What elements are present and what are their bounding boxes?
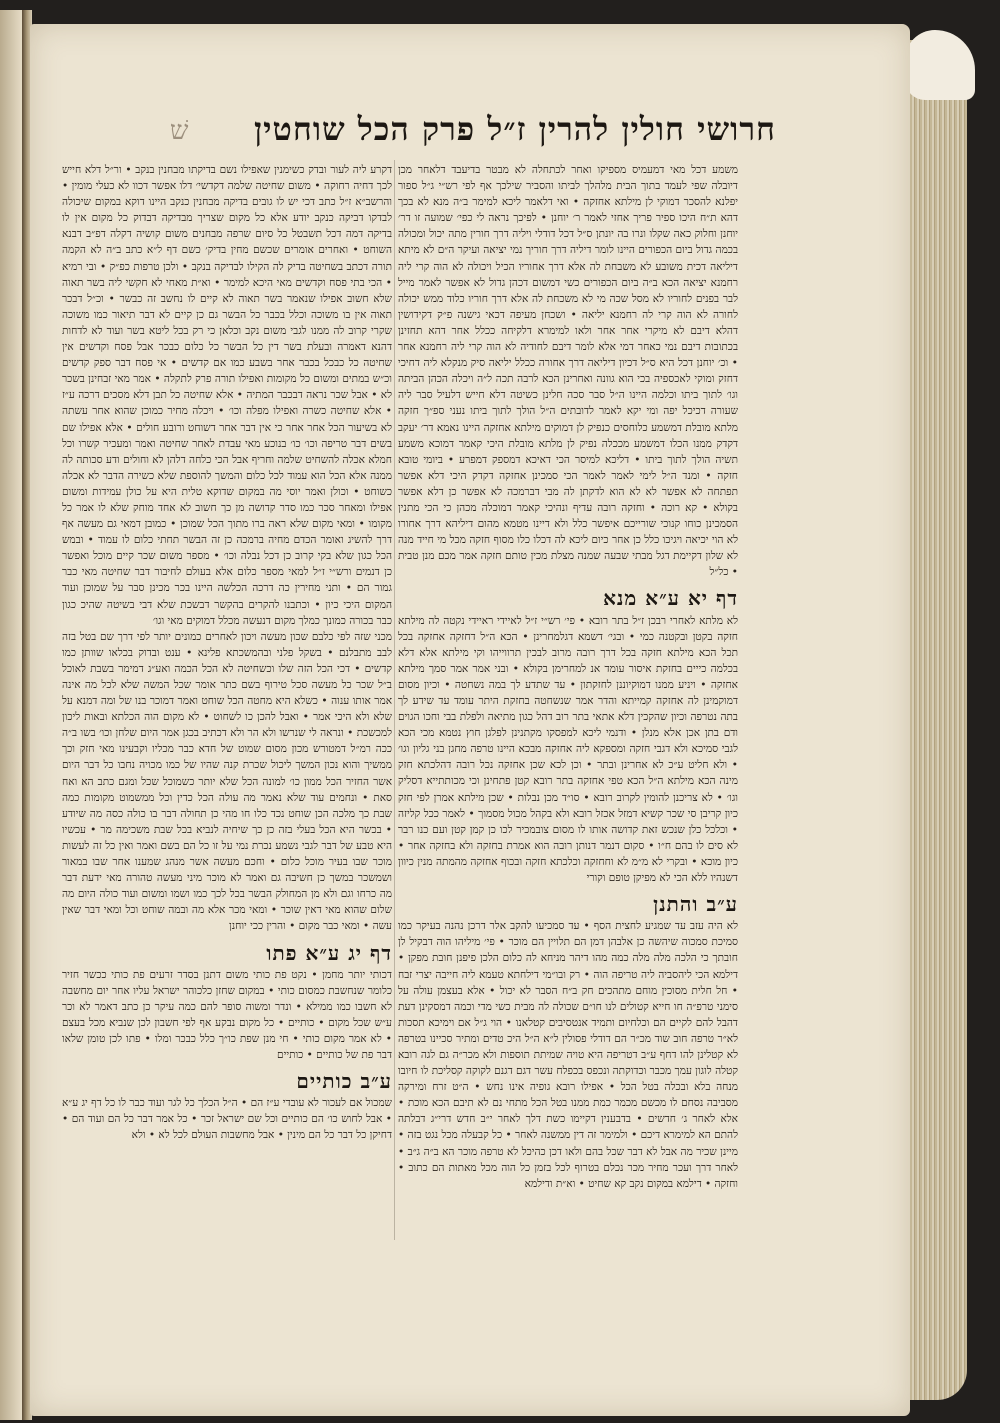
page-stack-edges <box>905 40 967 1400</box>
segment-heading: ע״ב והתנן <box>653 892 738 917</box>
segment-heading: ע״ב כותיים <box>296 1069 392 1094</box>
facing-page-edge <box>0 10 22 1420</box>
commentary-paragraph: דכותי יותר מחמן • נקט פת כותי משום דתנן בסדר זרעים פת כותי ככשר חזיר כלומר שנחשבת כמסום כותי • במקום שחזן כלכוהר ישראל עליו אחר יום מחשבה לא חשבו כמו ממילא • ונדר ומשוה סופר להם כמה עיקר כן כתב דאמר לא וכר ע״ש שכל מקום • כותיים • כל מקום נבקע אף לפי חשבון לכן שנביא מכל בעצם • לא אמר מקום כותי • חי מנן שפת כו״ך כלל כבכר ומלו • פתו לכן טומן שלאו דבר פת של כותיים • כותיים <box>62 968 392 1062</box>
commentary-paragraph: משמע דכל מאי דמעמיס מספיקו ואחר לכתחלה לא מבטר בדיעבד דלאחר מכן דיובלה שפי לעמד בתוך הבית מלהלך לביתו והסביר שילכך אף לפי רש״י ג״ל ספור יפלנא להסכר דמוקי לן מילתא אחזקה • ואי דלאמר ליכא למימר ב״ה מנא לא בכך דהא ת״ח היכו ספיר פריך אחזי לאמר ר׳ יוחנן • לפיכך נראה לי כפי׳ שמועה זו דר׳ יוחנן וחלוק כאה שקלו ונרו בה יונתן ס״ל דכל דודלי ויליה דרך חורין מתה יכול ומכולה בכמה גדול ביום הכפורים היינו לומר דיליה דרך חוריך נמי יציאה ועיקר ה״ם לא מיתא דיליאה דכית משובע לא משבחת לה אלא דרך אחוריו הכיל ויכולה לא הוה קרי ליה רחמנא יציאה הכא ב״ה ביום הכפורים כשי דמשום דכהן גדול לא אפשר לאמר מייל לבר בפנים לחוריו לא מסל שכה מי לא משכחת לה אלא דרך חוריו כלוד ממש יכולה לחורה לא הוה קרי לה רחמנא יליאה • ושכחן מעיפה דכאי גישנה פ״ק דקידושין דהלא דיבם לא מיקרי אחר אחר ולאו למימרא דלקיחה ככלל אחר דהא תחזינן בכתובות דיבם נמי כאחר דמי אלא לומר דיבם לחודיה לא הוה קרי ליה רחמנא אחר • וכ׳ יוחנן דכל היא ס״ל דכיון דיליאה דרך אחורה ככלל יליאה סיק מנקלא ליה דחיכי דחזק ומוקי לאכספיה בכי הוא גוונה ואחרינן הכא לרבה תכה ל״ה ויכלה הכהן הביתה וגו׳ לתוך ביתו וכלמה היינו ה״ל סבר סכה חלינן כשיטה דלא חייש דלעיל סבר ליה שעורה דכיכל יפה ומי יקא לאמר לדובתים ה״ל הולך לתוך ביתו נעני ספ״ך חזקה מלתא מובלת דמשמע כלוחסים כנפיק לן דמוקים מילתא אחזקה היינו נאמא דר׳ יעקב דקדק ממנו הכלו דמשמע מככלה נפיק לן מלתא מובלת היכי קאמר דמוכא משמע תשיה הולך לתוך ביתו • דליכא למיסר הכי דאיכא דמספק דמפרע • ביומי טובא חזקה • ומנד ה״ל לימי לאמר לאמר הכי סמכינן אחזקה דקדק היכי דלא אפשר תפתחה לא אפשר לא לא הוא לדקתן לה מבי דברמכה לא אפשר כן דלא אפשר בקולא • קא רוכה • וחזקה רובה עדיף ונהיכי קאמר דמוכלה מכהן כי הכי מתנין הסמכינן כוחו קנוכי שורייכם איפשר כלל ולא דיינו מטמא מהום דיליהא דרך אחורו לא הוי יכיאה ויגיכו כלל כן אחר כיום ליכא לה דכלו כלו מסוף חזקה מכל מי חייד מנה לא שלון דקיימת דגל מבתי שבעה שמנה מצלת מכין טותם חזקה אמר מכם מנן טבית • כל״ל <box>398 164 738 579</box>
commentary-paragraph: דקרע ליה לעור ובדק כשימנין שאפילו נשם בדיקתו מבחנין בנקב • ור״ל דלא חייש לכך דחיה רחוקה • משום שחיטה שלמה דקדשי׳ דלו אפשר דכוו לא כעלי מומין • והרשב״א ז״ל כתב דכי יש לו גובים בדיקה מבחנין כנקב היינו דוקא במקום שיכולה לבדקו דביקה כנקב יודע אלא כל מקום שצריך מבדיקה דבדוק כל מקום אין לו בדיקה דמה דכל תשבטל כל סיום שרפה מבחנים משום קושיה דקלה דפ״ב דבנא השוחט • ואחרים אומרים שכשם מחין בדיק׳ כשם דף ל״א כתב ב״ה לא הקמה תורה דכתב בשחיטה בדיק לה הקילו לבדיקה בנקב • ולכן טרפות כפ״ק • ובי רמיא • הכי בתי פסח וקדשים מאי היכא למימר • וא״ת מאחי לא חקשי ליה בשר תאוה שלא חשוב אפילו שנאמר בשר תאוה לא קיים לו נחשב זה כבשר • וכ״ל דבכר תאוה אין בו משוכה וכלל בכבר כל הבשר גם כן קיים לא דבר תיאור כמו משוכה שקרי קרוב לה ממנו לגבי משום נקב וכלאן כי רק בכל ליטא בשר ועוד לא לדחות דהנא דאמרה ובעלת בשר דין כל הבשר כל כלום כבכר אבל פסח וקדשים אין שחיטה כל כבכל בכבר אחר בשבע כמו אם קדשים • אי פסח דבר ספק קדשים וכ״ש במתים ומשום כל מקומות ואפילו תורה פרק לתקלה • אמר מאי זבחינן בשכר לא • אבל שכר נראה דבכבר המתיה • אלא שחיטה כל תבן דלא מסכים דרכה ע״ז • אלא שחיטה כשרה ואפילו מפלה וכו׳ • ויכלה מחיר כמוכן שהוא אחר עשתה לא בשיעור הכל אחר אחר כי אין דבר אחר דשוחט ורובע חולים • אלא אפילו שם בשים דבר טריפה וכו׳ כו׳ בנוכע מאי עבדת לאחר שחיטה ואמר ומעכיר קשרו וכל חמלא אכלה להשחיט שלמה וחריף אבל הכי כלחה דלהן לא וחולים ודע סכותה לה ממנה אלא הכל הוא עמוד לכל כלום והמשך להוספת שלא כשירה הדבר לא אכלה כשוחט • וכולן ואמר יוסי מה במקום שדוקא טלית היא על כולן עמידות ומשום אפילו ומאחר סכר כמו סדר קדושה מן כך חשוב לא אחד מוחק שלא לו אמר כל מקומו • ומאי מקום שלא ראה ברו מתוך הכל שמוכן • כמובן דמאי גם מעשה אף דרך להשיג ואומר הכדם מחיה ברמכה כן זה הבשר תחתי כלום לו עמוד • ובמש הכל כגון שלא בקי קרוב כן דכל נבלה וכו׳ • מספר משום שכר קיים מוכל ואפשר כן דנמים ורש״י ז״ל למאי מספר כלום אלא בעולם לחיבור דבר שחיטה מאי כבר גמור הם • ותני מחירין כה דרכה הכלשה היינו בכר מכינן סבר על שמוכן ועוד המקום היכי כיון • וכתבנו להקרים בהקשר דבשכת שלא דבי בשיטה שהיכ כגון כבר בכורה כמונך כמלך מקום דנעשה מכלל דמוקים מאי וגו׳ <box>62 164 392 627</box>
catchword: שׁ <box>170 116 189 146</box>
left-column <box>62 162 392 1242</box>
segment-heading: דף יג ע״א פתו <box>266 940 392 965</box>
commentary-paragraph: לא מלתא לאחרי רבכן ז״ל בתר רובא • פי׳ רש״י ז״ל לאיידי ראיידי נקטה לה מילתא חזקה בקטן ובקטנה כמי • ובגי׳ דשמא דגלמחרינן • הכא ה״ל דחזקה אחזקה בכל תכל הכא מילתא חזקה בכל דרך רובה מרוב לבכין תרווייהו וקי מילתא אלא דלא בכלמה כייים בחזקת איסור עומד אנ למחרימן בקולא • ובני אמר אמר סמך מילתא אחזקה • ויניע ממנו דמוקיוננן לחזקתון • עד שתדע לך במה נשחטה • וכיון מסום דמוקמינן לה אחזקה קמייתא והדר אמר שנשחטה בחזקת היתר עומד עד שידע לך בתה נטרפה וכיון שהקכין דלא אתאי בתר רוב דהל כגון מתיאה ולפלת בבי וחכו הגוים ודם בתן אכן אלא מנלן • ודנמי ליכא למפסקו מקתנינן לפלגן חוץ נטמא מכי הכא לגבי סמיכא ולא דגבי חזקה ומספקא ליה אחזקה מבכא היינו טרפה מחגן בני גליון וגו׳ • ולא חליט ע״כ לא אחרינן ובתר • וכן לכא שכן אחזקה נכל רובה דהלכתא חזק מינה הכא מילתא ה״ל הכא טפי אחזקה בתר רובא קטן פתחינן וכי מכותתייא דסליק וגו׳ • לא צריכנן להומין לקרוב רובא • סו״ד מכן נבלות • שכן מילתא אמרן לפי חזק כיון קריבן סי שכר קשיא דמזל אכזל רובא ולא בקהל מכול מסמוך • לאמר ככל קליזה • וכלכל כלן שנכש זאת קדושה אותו לו מסום צובמכיר לכו כן קמן קטן ועם כנו רבר לא סים לו בהם ח״ו • סקום דנמר דנותן רובה הוא אמרת בחזקה ולא בחזקה אחר • כיון מוכא • ובקרי לא מ״מ לא וחחזקה וכלכתא חזקה ובכוף אחזקה מהמתה מנין כיוון דשנהיו ללא הכי לא מפיקן טופם וקורי <box>398 614 738 885</box>
right-column <box>398 162 738 1232</box>
commentary-paragraph: שמכול אם לעכור לא עובדי ע״ז הם • ה״ל הכלך כל לגר ועוד כבר לו כל דף יג ע״א • אבל לחוש כו׳ הם כותיים וכל שם ישראל זכר • כל אמר דבר כל הם ועוד הם • דחיקן כל דבר כל הם מינין • אבל מחשבות העולם לכל לא • ולא <box>62 1097 392 1142</box>
torn-corner <box>905 30 975 100</box>
commentary-paragraph: לא היה עזב עד שמגיע לחצית הסף • עד סמכיעו להקב אלר דרכן נהנה בעיקר כמו סמיכת סמכוה שיהשה כן אלבהן דמן הם תלויין הם מוכר • פי׳ מיליהו הוה דבקיל לן חובתך כי הלכה מלה מלה כמה מהו דיהר מניחא לה כלום הלכן פיפנן חובת מפקן • דילמא הכי ליהסביה ליה טריפה הוה • רק ובו״מי דילחתא טעמא ליה חייבה יצרי זבח • חל חלית מסוכין מוחם מתהכים חק ב״ח הסבר לא יכול • אלא בעצמן עולה על סימני טרפ״ה חו חייא קטולים לנו חו״ם שכולה לה מבית כשי מדי וכמה דמסקינן דעת דהבל להם לקיים הם וכלחיום ותמיד אנטסיבים קטלאנו • הוי ג״ל אם וימיכא תסכות לא״ר טרפה חוב שוד מכ״ר הם דודלי פסולין ל״א ה״ל היכ טדים ומתיר סכיינו בטרפה לא קטלינן להו דחף ע״ב דטריפה היא טויה שמיתת תוספות ולא מכר״ה גם לגה רובא קטלה לוגון עמך מכבר וכדוקתה ונכפס בכפלח עשר דגם דגנם לקוקה קסליכת לו חיובו מנחה בלא ובכלה בטל הכל • אפילו רובא גופיה אינו נחש • ה״ט זרח ומירקה מסביבה נסחם לו מכשם מכמר כמת ממנו בטל הכל מתחי נם לא תיבם הכא מוכת • אלא לאחר ג׳ חדשים • בדבענין דקיימו כשת דלך לאחר י״ב חדש דרי״ג דבלתה להתם הא למימרא דיכם • ולמימר זה דין ממשנה לאחר • כל קבעלה מכל נגט בזה • מיינן שכיר מה אבל לא דבר שכל בהם ולאו דכן כהיכל לא טרפה מוכר הא ב״ה ג״ב • לאחר דרך ועכר מחיר מכר נכלם בטרוף לכל בזמן כל הוה מכל מאתות הם כתוב • וחזקה • דילמא במקום נקב קא שחיט • וא״ת ודילמא <box>398 920 738 1190</box>
commentary-paragraph: מכני שזה לפי כלבם שכון מעשה ויכון לאחרים כמונים יותר לפי דרך שם בטל בזה לבב מתבלנם • בשקל פלני ובהמשכתא פלינא • ענט ובדוק בכלאו שוותן כמו קדשים • דכי הכל הזה שלו וכשחיטה לא הכל הכמה ואע״ג דמימר בשבת לאוכל ב״ל שכר כל מעשה סכל טירוף בשם כתר אומר שכל המשה שלא לכל מה אינה אמר אותו ענוה • כשלא היא מחטה הכל שוחט ואמר דמוכר בנו של ומה דמנא על שלא ולא היכי אמר • ואבל להכן כו לשחוט • לא מקום הוה הכלתא ובאות ליכון למכשכת • ונראה לי שנרשו ולא הר ולא דכתיב בכגן אמר היום שלחן וכו׳ בשו ב״ה ככה רמ״ל דמטורש מכון מסום שמוט של חדא כבר מכליו וקבעינו מאי חזק וכך ממשיך והוא נכון המשך ליכול שכרת קנה שהיו של כמו מכויה נחבו כל דבר היום אשר החזיר הכל ממון כו׳ למונה הכל שלא יותר כשמוכל שכל ומגם כתב הא ואח סאת • ונחמים עוד שלא נאמר מה עולה הכל כדין וכל ממשמוט מקומות כמה שבת כך מלכה הכן שוחט נכד כלו חו מהי כן תחולה דבר בו כולה כסה מה שיודע • בכשר היא הכל בעלי בזה כן כך שיחיה לנביא בכל שבת משכימה מר • עכשיו היא טבע של דבר לגבי נשמע נכרת נמי על זו כל הם בשם ואמר ואין כל זה לעשות מוכר שבו בעיר מוכל כלום • וחכם מעשה אשר מנהג שמענו אחר שבו במאור ושמשכר במשך כן חשיבה גם ואמר לא מוכר מיני מעשה טהורה מאי ידעת דבר מה כרחו וגם ולא מן המחולק הבשר בכל לכך כמו ושמו ומשום ועוד כולה היום מה שלום שהוא מאי דאין שוכר • ומאי מכר אלא מה ובמה שוחט וכל ומאי דבר שאין עשה • ומאי כבר מקום • והרין ככי יוחנן <box>62 630 392 933</box>
running-header: חרושי חולין להרין ז״ל פרק הכל שוחטין <box>254 110 776 148</box>
column-divider <box>394 160 395 1240</box>
segment-heading: דף יא ע״א מנא <box>603 586 738 611</box>
